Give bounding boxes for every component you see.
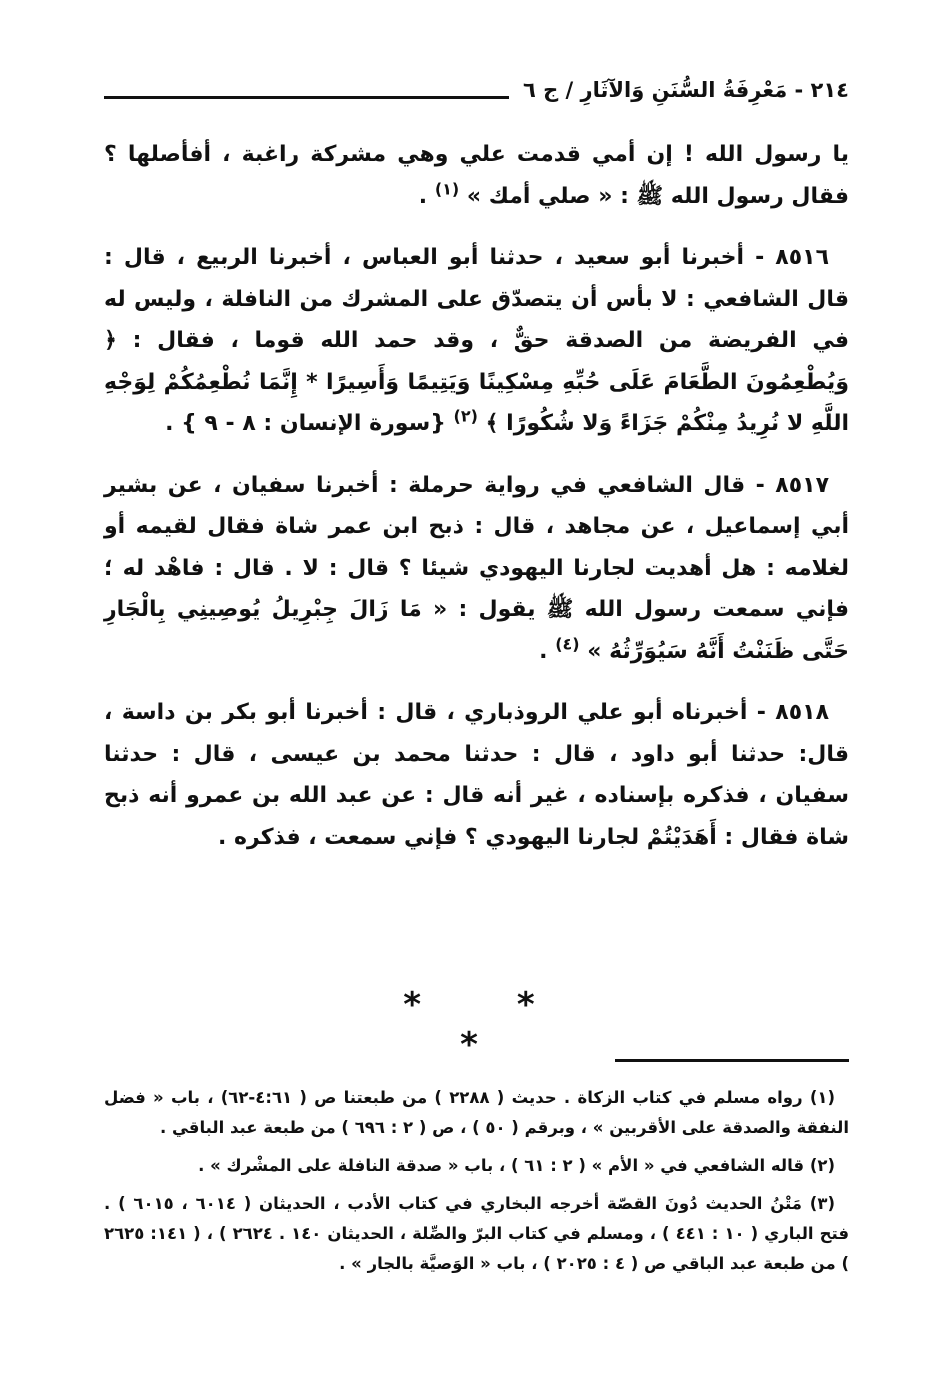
paragraph-text: يا رسول الله ! إن أمي قدمت علي وهي مشركة راغبة ، أفأصلها ؟ فقال رسول الله ﷺ : « صلي أمك »	[104, 142, 849, 209]
hadith-text: ٨٥١٨ - أخبرناه أبو علي الروذباري ، قال : أخبرنا أبو بكر بن داسة ، قال: حدثنا أبو داود ، قال : حدثنا محمد بن عيسى ، قال : حدثنا سفيان ، فذكره بإسناده ، غير أنه قال : عن عبد الله بن عمرو أنه ذبح شاة فقال : أَهَدَيْتُمْ لجارنا اليهودي ؟ فإني سمعت ، فذكره .	[104, 700, 849, 850]
footnote-ref-4: (٤)	[555, 634, 580, 654]
section-separator: * * *	[403, 985, 577, 1065]
footnote-2: (٢) قاله الشافعي في « الأم » ( ٢ : ٦١ ) ، باب « صدقة النافلة على المشْرك » .	[198, 1156, 835, 1175]
footnote-ref-2: (٢)	[453, 406, 478, 426]
hadith-8517	[104, 465, 849, 673]
hadith-end: {سورة الإنسان : ٨ - ٩ } .	[165, 411, 454, 436]
paragraph-end: .	[418, 183, 435, 209]
main-text	[104, 134, 849, 878]
footnotes	[104, 1083, 849, 1287]
hadith-8516	[104, 237, 849, 445]
footnote-1: (١) رواه مسلم في كتاب الزكاة . حديث ( ٢٢٨٨ ) من طبعتنا ص ( ٤:٦١-٦٢) ، باب « فضل النفقة والصدقة على الأقربين » ، وبرقم ( ٥٠ ) ، ص ( ٢ : ٦٩٦ ) من طبعة عبد الباقي .	[104, 1088, 849, 1137]
footnote-rule	[615, 1059, 849, 1062]
footnote-ref-1: (١)	[434, 179, 460, 199]
running-head: ٢١٤ - مَعْرِفَةُ السُّنَنِ وَالآثَارِ / ج ٦	[522, 78, 849, 102]
header-rule	[104, 96, 509, 99]
paragraph-continued	[104, 134, 849, 217]
hadith-8518	[104, 692, 849, 858]
hadith-text: ٨٥١٦ - أخبرنا أبو سعيد ، حدثنا أبو العباس ، أخبرنا الربيع ، قال : قال الشافعي : لا بأس أن يتصدّق على المشرك من النافلة ، وليس له في الفريضة من الصدقة حقٌّ ، وقد حمد الله قوما ، فقال : ﴿ وَيُطْعِمُونَ الطَّعَامَ عَلَى حُبِّهِ مِسْكِينًا وَيَتِيمًا وَأَسِيرًا * إِنَّمَا نُطْعِمُكُمْ لِوَجْهِ اللَّهِ لا نُرِيدُ مِنْكُمْ جَزَاءً وَلا شُكُورًا ﴾	[104, 245, 849, 436]
footnote-3: (٣) مَتْنُ الحديث دُونَ القصّة أخرجه البخاري في كتاب الأدب ، الحديثان ( ٦٠١٤ ، ٦٠١٥ ) . فتح الباري ( ١٠ : ٤٤١ ) ، ومسلم في كتاب البرّ والصِّلة ، الحديثان ١٤٠ . ٢٦٢٤ ) ، ( ١٤١: ٢٦٢٥ ) من طبعة عبد الباقي ص ( ٤ : ٢٠٢٥ ) ، باب « الوَصيَّة بالجار » .	[104, 1194, 850, 1273]
hadith-text: ٨٥١٧ - قال الشافعي في رواية حرملة : أخبرنا سفيان ، عن بشير أبي إسماعيل ، عن مجاهد ، قال : ذبح ابن عمر شاة فقال لقيمه أو لغلامه : هل أهديت لجارنا اليهودي شيئا ؟ قال : لا . قال : فاهْد له ؛ فإني سمعت رسول الله ﷺ يقول : « مَا زَالَ جِبْرِيلُ يُوصِينِي بِالْجَارِ حَتَّى ظَنَنْتُ أَنَّهُ سَيُوَرِّثُهُ »	[104, 472, 849, 664]
hadith-end: .	[539, 638, 556, 664]
page-header	[104, 78, 849, 102]
